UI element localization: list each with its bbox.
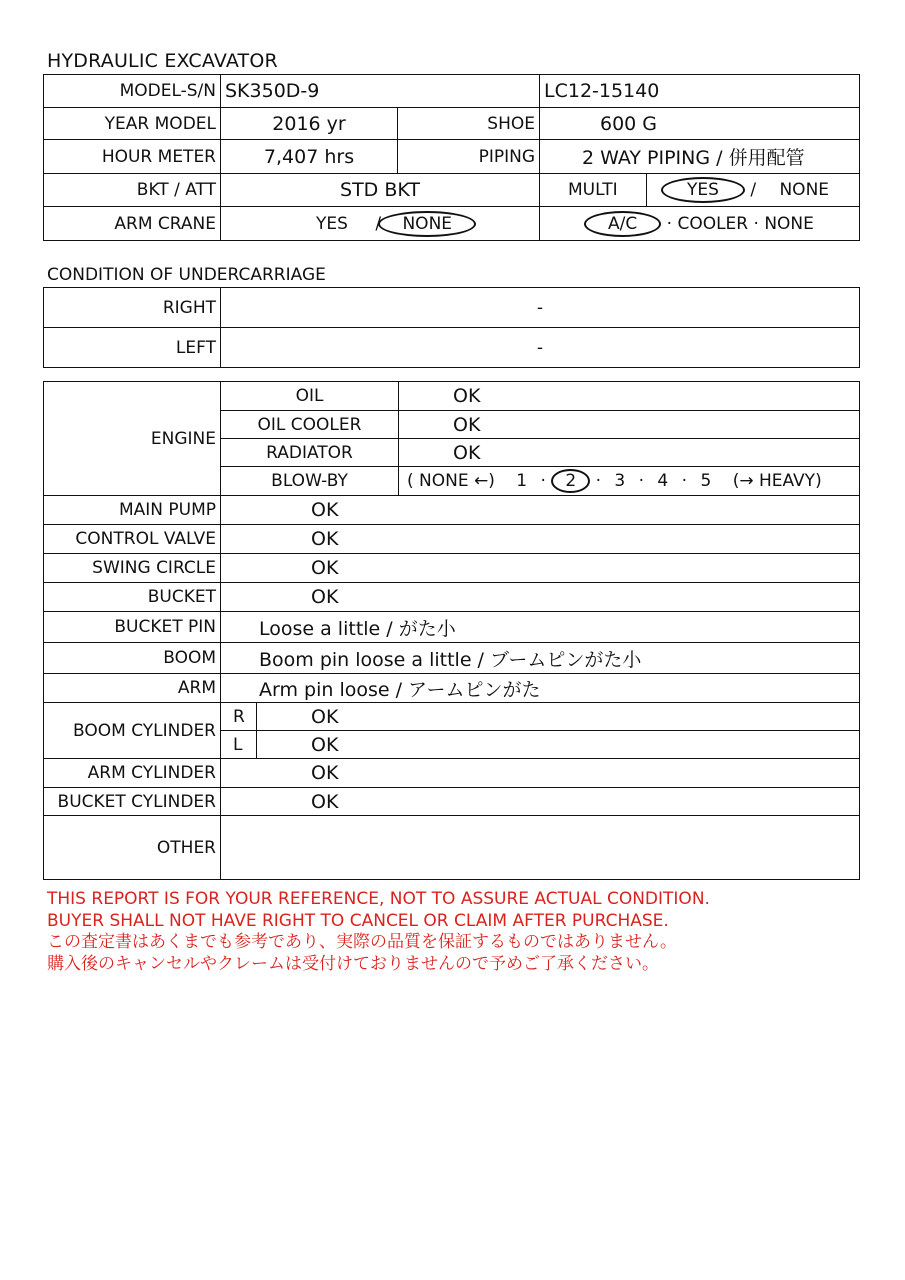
- arm-crane-none-selected: NONE: [378, 211, 476, 237]
- swing-circle-label: SWING CIRCLE: [44, 554, 221, 583]
- main-pump-value: OK: [221, 496, 860, 525]
- blow-by-label: BLOW-BY: [221, 467, 399, 496]
- other-value: [221, 816, 860, 880]
- blow-by-dot: ·: [638, 471, 645, 491]
- blow-by-dot: ·: [540, 471, 546, 491]
- oil-cooler-label: OIL COOLER: [221, 411, 399, 439]
- bucket-label: BUCKET: [44, 583, 221, 612]
- year-model-label: YEAR MODEL: [44, 108, 221, 140]
- bucket-pin-label: BUCKET PIN: [44, 612, 221, 643]
- arm-crane-options: [221, 207, 540, 241]
- spec-table: [43, 74, 860, 241]
- bkt-att-label: BKT / ATT: [44, 174, 221, 207]
- model-value: SK350D-9: [221, 75, 540, 108]
- arm-cylinder-label: ARM CYLINDER: [44, 759, 221, 788]
- bucket-cylinder-value: OK: [221, 788, 860, 816]
- multi-none-option: NONE: [779, 180, 830, 200]
- ac-options: [540, 207, 860, 241]
- blow-by-scale: [399, 467, 860, 496]
- arm-value: Arm pin loose / アームピンがた: [221, 674, 860, 703]
- shoe-label: SHOE: [398, 108, 540, 140]
- multi-options: [647, 174, 860, 207]
- multi-separator: /: [750, 180, 757, 200]
- oil-value: OK: [399, 382, 860, 411]
- control-valve-label: CONTROL VALVE: [44, 525, 221, 554]
- disclaimer-line-4: 購入後のキャンセルやクレームは受付けておりませんので予めご了承ください。: [47, 953, 659, 974]
- right-label: RIGHT: [44, 288, 221, 328]
- undercarriage-table: [43, 287, 860, 368]
- blow-by-none-end: ( NONE ←): [407, 471, 495, 491]
- disclaimer-line-3: この査定書はあくまでも参考であり、実際の品質を保証するものではありません。: [47, 932, 678, 952]
- oil-cooler-value: OK: [399, 411, 860, 439]
- boom-cylinder-l-value: OK: [257, 731, 860, 759]
- main-pump-label: MAIN PUMP: [44, 496, 221, 525]
- model-sn-label: MODEL-S/N: [44, 75, 221, 108]
- bucket-cylinder-label: BUCKET CYLINDER: [44, 788, 221, 816]
- bucket-pin-value: Loose a little / がた小: [221, 612, 860, 643]
- blow-by-dot: ·: [595, 471, 601, 491]
- oil-label: OIL: [221, 382, 399, 411]
- bucket-value: OK: [221, 583, 860, 612]
- radiator-label: RADIATOR: [221, 439, 399, 467]
- undercarriage-title: CONDITION OF UNDERCARRIAGE: [47, 265, 326, 285]
- boom-cylinder-l-label: L: [221, 731, 257, 759]
- other-label: OTHER: [44, 816, 221, 880]
- swing-circle-value: OK: [221, 554, 860, 583]
- blow-by-5: 5: [700, 471, 712, 491]
- piping-value: 2 WAY PIPING / 併用配管: [540, 140, 860, 174]
- disclaimer-line-1: THIS REPORT IS FOR YOUR REFERENCE, NOT TO ASSURE ACTUAL CONDITION.: [47, 889, 710, 909]
- boom-label: BOOM: [44, 643, 221, 674]
- ac-none-option: NONE: [764, 213, 814, 234]
- hour-meter-value: 7,407 hrs: [221, 140, 398, 174]
- blow-by-4: 4: [657, 471, 669, 491]
- blow-by-1: 1: [516, 471, 528, 491]
- disclaimer-notice: [47, 889, 710, 975]
- radiator-value: OK: [399, 439, 860, 467]
- arm-cylinder-value: OK: [221, 759, 860, 788]
- multi-label: MULTI: [540, 174, 647, 207]
- blow-by-dot: ·: [681, 471, 688, 491]
- ac-selected: A/C: [584, 211, 661, 237]
- ac-dot-2: ·: [753, 213, 759, 234]
- blow-by-2-selected: 2: [551, 469, 590, 493]
- engine-label: ENGINE: [44, 382, 221, 496]
- boom-cylinder-label: BOOM CYLINDER: [44, 703, 221, 759]
- multi-yes-selected: YES: [661, 177, 745, 203]
- arm-crane-label: ARM CRANE: [44, 207, 221, 241]
- arm-crane-yes-option: YES: [316, 213, 348, 234]
- document-title: HYDRAULIC EXCAVATOR: [47, 50, 278, 72]
- blow-by-heavy-end: (→ HEAVY): [732, 471, 822, 491]
- blow-by-3: 3: [614, 471, 626, 491]
- year-model-value: 2016 yr: [221, 108, 398, 140]
- boom-cylinder-r-value: OK: [257, 703, 860, 731]
- arm-crane-separator: /: [375, 213, 382, 234]
- hour-meter-label: HOUR METER: [44, 140, 221, 174]
- bkt-att-value: STD BKT: [221, 174, 540, 207]
- piping-label: PIPING: [398, 140, 540, 174]
- serial-value: LC12-15140: [540, 75, 860, 108]
- boom-value: Boom pin loose a little / ブームピンがた小: [221, 643, 860, 674]
- left-value: -: [221, 328, 860, 368]
- disclaimer-line-2: BUYER SHALL NOT HAVE RIGHT TO CANCEL OR CLAIM AFTER PURCHASE.: [47, 910, 669, 931]
- control-valve-value: OK: [221, 525, 860, 554]
- right-value: -: [221, 288, 860, 328]
- inspection-table: [43, 381, 860, 880]
- shoe-value: 600 G: [540, 108, 860, 140]
- cooler-option: COOLER: [677, 213, 749, 234]
- arm-label: ARM: [44, 674, 221, 703]
- ac-dot-1: ·: [666, 213, 673, 234]
- left-label: LEFT: [44, 328, 221, 368]
- boom-cylinder-r-label: R: [221, 703, 257, 731]
